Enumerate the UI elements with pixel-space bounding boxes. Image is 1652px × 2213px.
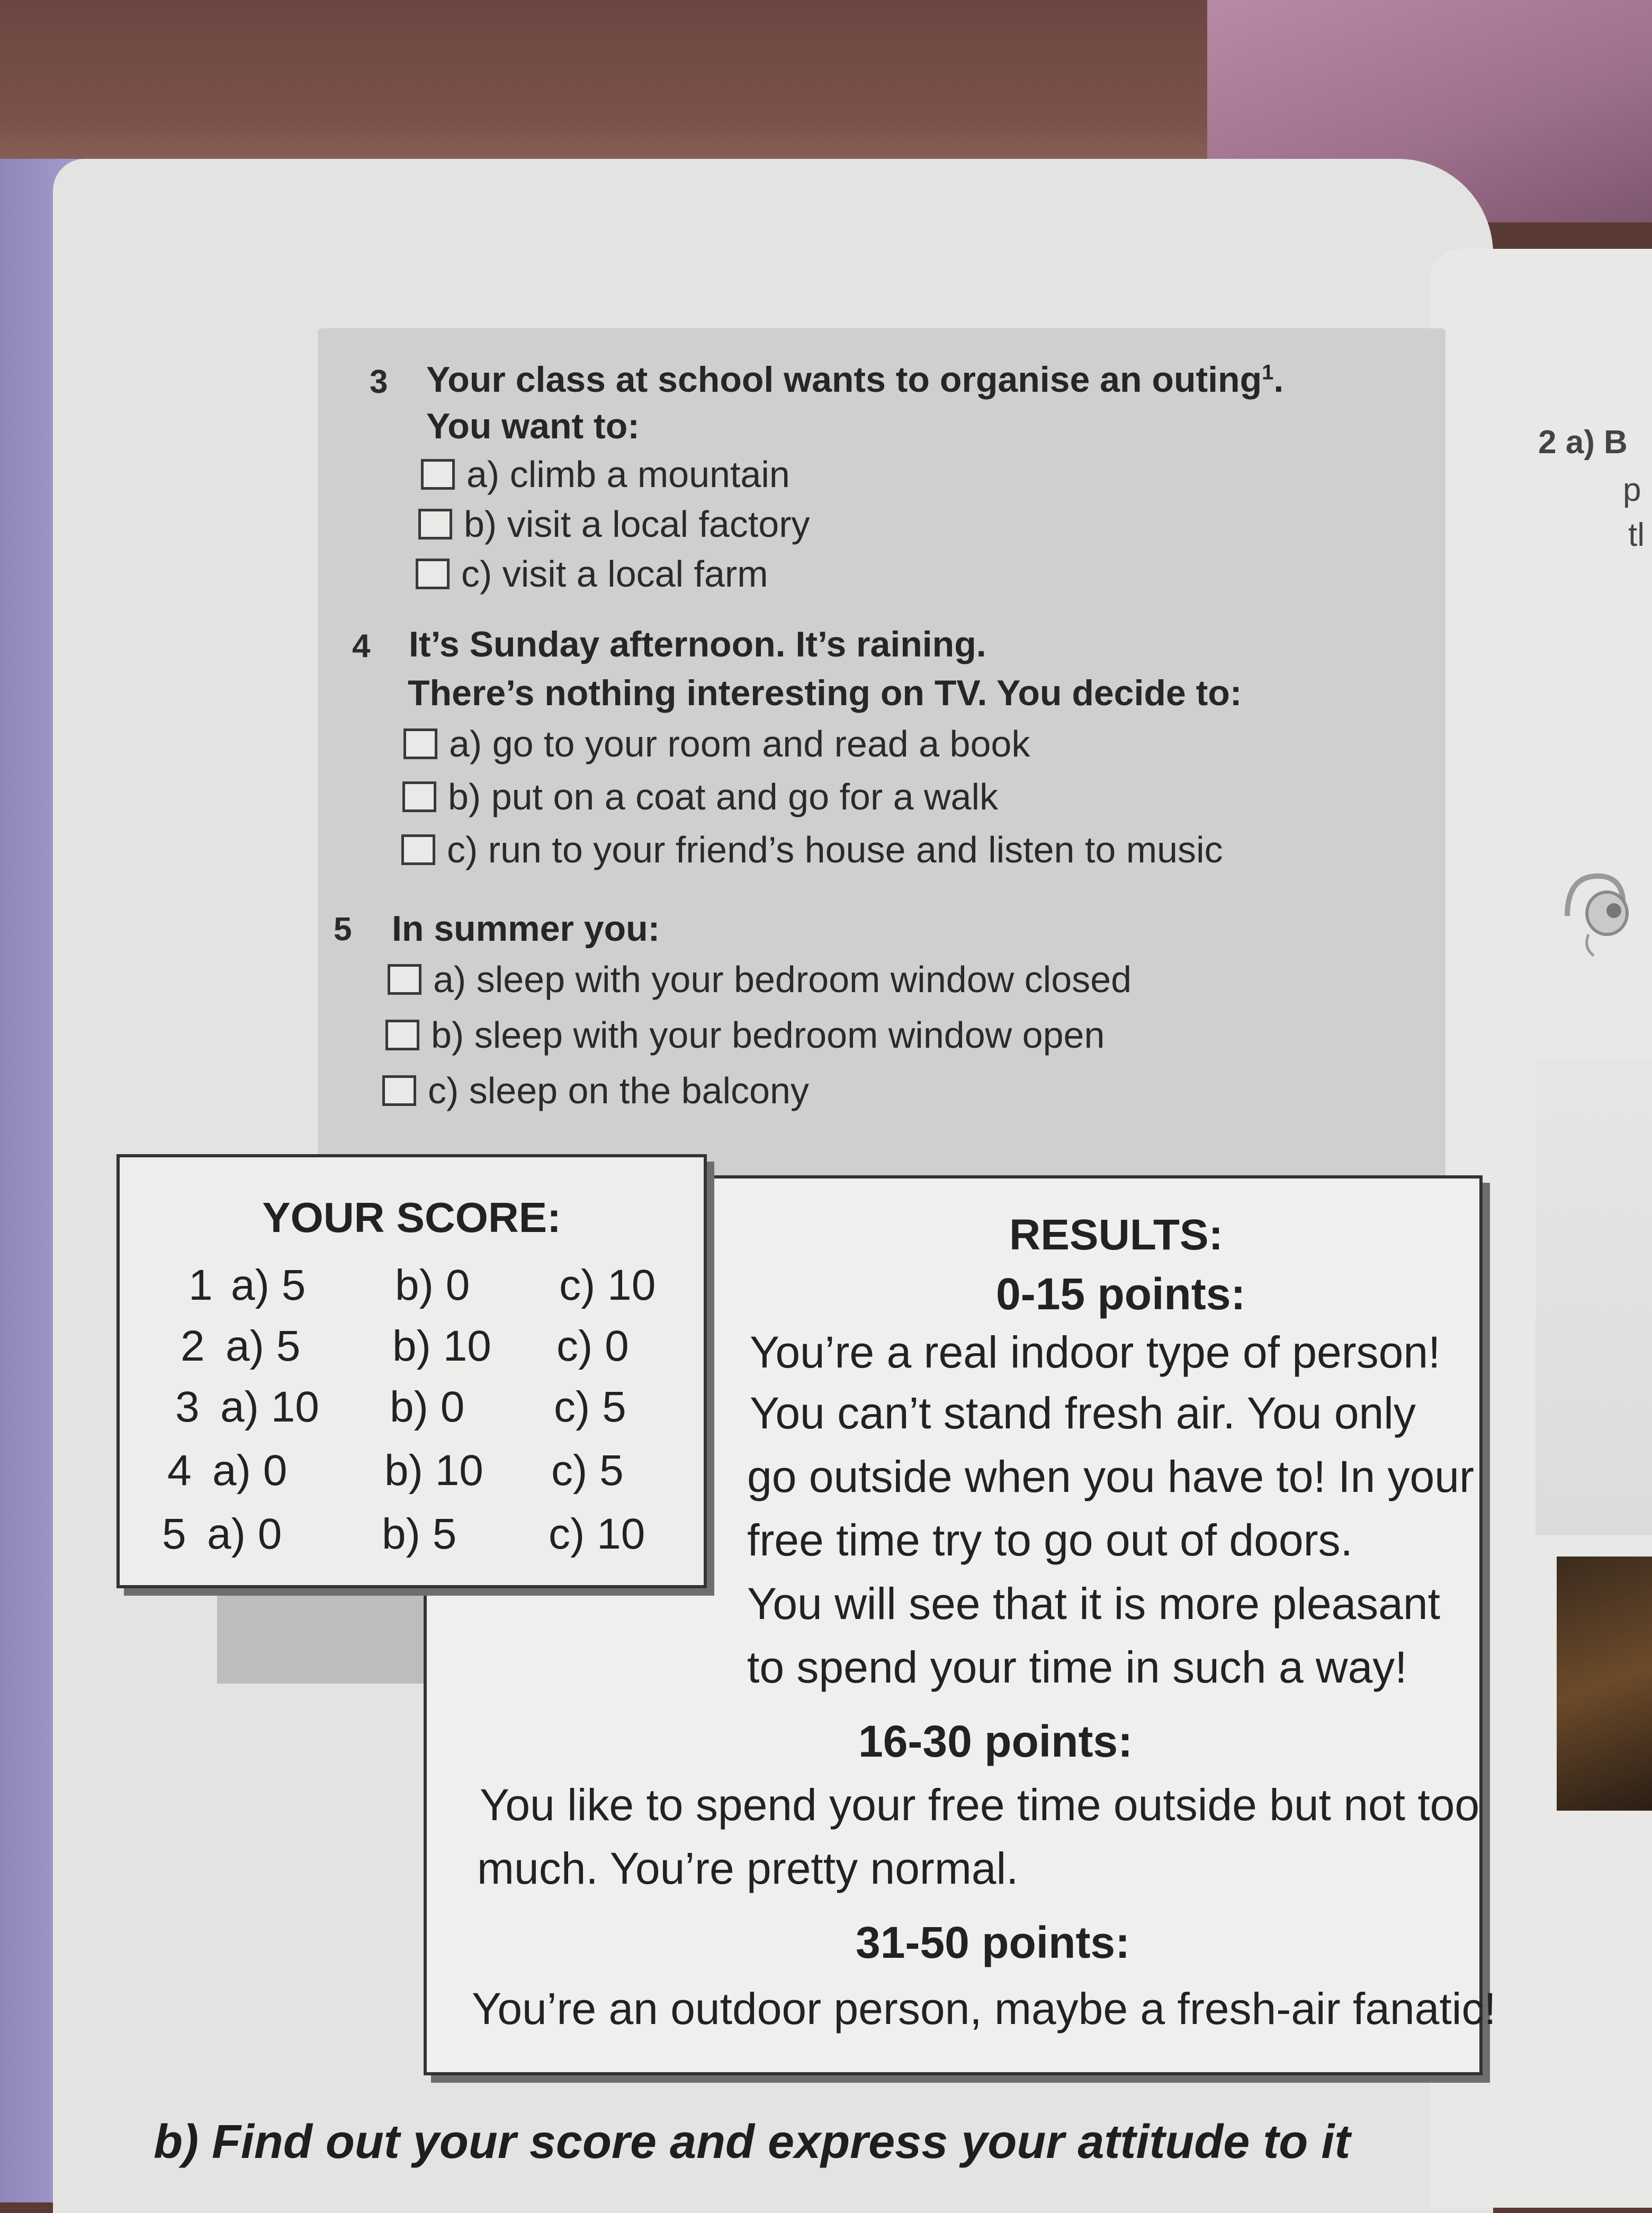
answer-option[interactable]: b) sleep with your bedroom window open bbox=[385, 1014, 1105, 1056]
headphones-icon bbox=[1557, 868, 1631, 958]
result-line: to spend your time in such a way! bbox=[747, 1642, 1407, 1692]
question-number: 4 bbox=[352, 628, 371, 664]
checkbox[interactable] bbox=[401, 834, 435, 865]
answer-option[interactable]: c) sleep on the balcony bbox=[382, 1069, 809, 1112]
result-line: You like to spend your free time outside but not too bbox=[480, 1780, 1480, 1830]
checkbox[interactable] bbox=[421, 459, 455, 490]
question-prompt: Your class at school wants to organise an outing$^1$. bbox=[426, 359, 1284, 400]
question-number: 3 bbox=[370, 364, 388, 400]
result-line: free time try to go out of doors. bbox=[747, 1515, 1353, 1565]
result-line: much. You’re pretty normal. bbox=[477, 1843, 1019, 1893]
result-line: You will see that it is more pleasant bbox=[747, 1579, 1440, 1629]
question-prompt-line2: You want to: bbox=[426, 406, 640, 446]
checkbox[interactable] bbox=[418, 509, 452, 539]
result-line: You’re a real indoor type of person! bbox=[750, 1327, 1441, 1377]
question-prompt: In summer you: bbox=[392, 908, 660, 949]
next-page-text-1: 2 a) B bbox=[1538, 424, 1628, 461]
checkbox[interactable] bbox=[388, 964, 421, 995]
answer-option[interactable]: c) run to your friend’s house and listen to music bbox=[401, 829, 1223, 871]
score-box: YOUR SCORE: 1 a) 5 b) 0 c) 10 2 a) 5 b) 10 c) 0 3 a) 10 b) 0 c) 5 4 a) 0 b) 10 c) 5 5 a) 0 b) 5 c) 10 bbox=[116, 1154, 707, 1588]
question-prompt: It’s Sunday afternoon. It’s raining. bbox=[409, 624, 986, 664]
checkbox[interactable] bbox=[402, 781, 436, 812]
band-label: 0-15 points: bbox=[996, 1269, 1246, 1319]
result-line: You can’t stand fresh air. You only bbox=[750, 1388, 1416, 1438]
result-line: go outside when you have to! In your bbox=[747, 1452, 1474, 1501]
page-shadow bbox=[217, 1578, 445, 1684]
checkbox[interactable] bbox=[385, 1020, 419, 1050]
next-page-image-strip bbox=[1536, 1059, 1652, 1535]
answer-option[interactable]: c) visit a local farm bbox=[416, 553, 768, 595]
band-label: 31-50 points: bbox=[856, 1918, 1130, 1967]
checkbox[interactable] bbox=[416, 559, 450, 589]
answer-option[interactable]: a) sleep with your bedroom window closed bbox=[388, 958, 1132, 1001]
answer-option[interactable]: a) climb a mountain bbox=[421, 453, 790, 496]
question-prompt-line2: There’s nothing interesting on TV. You decide to: bbox=[408, 673, 1242, 713]
question-number: 5 bbox=[334, 911, 352, 948]
instruction-text: b) Find out your score and express your attitude to it bbox=[154, 2116, 1351, 2169]
score-title: YOUR SCORE: bbox=[262, 1194, 561, 1241]
answer-option[interactable]: b) put on a coat and go for a walk bbox=[402, 776, 998, 818]
result-line: You’re an outdoor person, maybe a fresh-air fanatic! bbox=[472, 1984, 1496, 2034]
band-label: 16-30 points: bbox=[858, 1716, 1133, 1766]
quiz-panel bbox=[318, 328, 1446, 1202]
next-page-text-3: tl bbox=[1628, 517, 1645, 553]
answer-option[interactable]: a) go to your room and read a book bbox=[403, 723, 1030, 765]
results-title: RESULTS: bbox=[1009, 1211, 1223, 1259]
next-page-photo bbox=[1557, 1557, 1652, 1811]
next-page-text-2: p bbox=[1623, 472, 1641, 508]
answer-option[interactable]: b) visit a local factory bbox=[418, 503, 810, 545]
checkbox[interactable] bbox=[382, 1075, 416, 1106]
checkbox[interactable] bbox=[403, 728, 437, 759]
